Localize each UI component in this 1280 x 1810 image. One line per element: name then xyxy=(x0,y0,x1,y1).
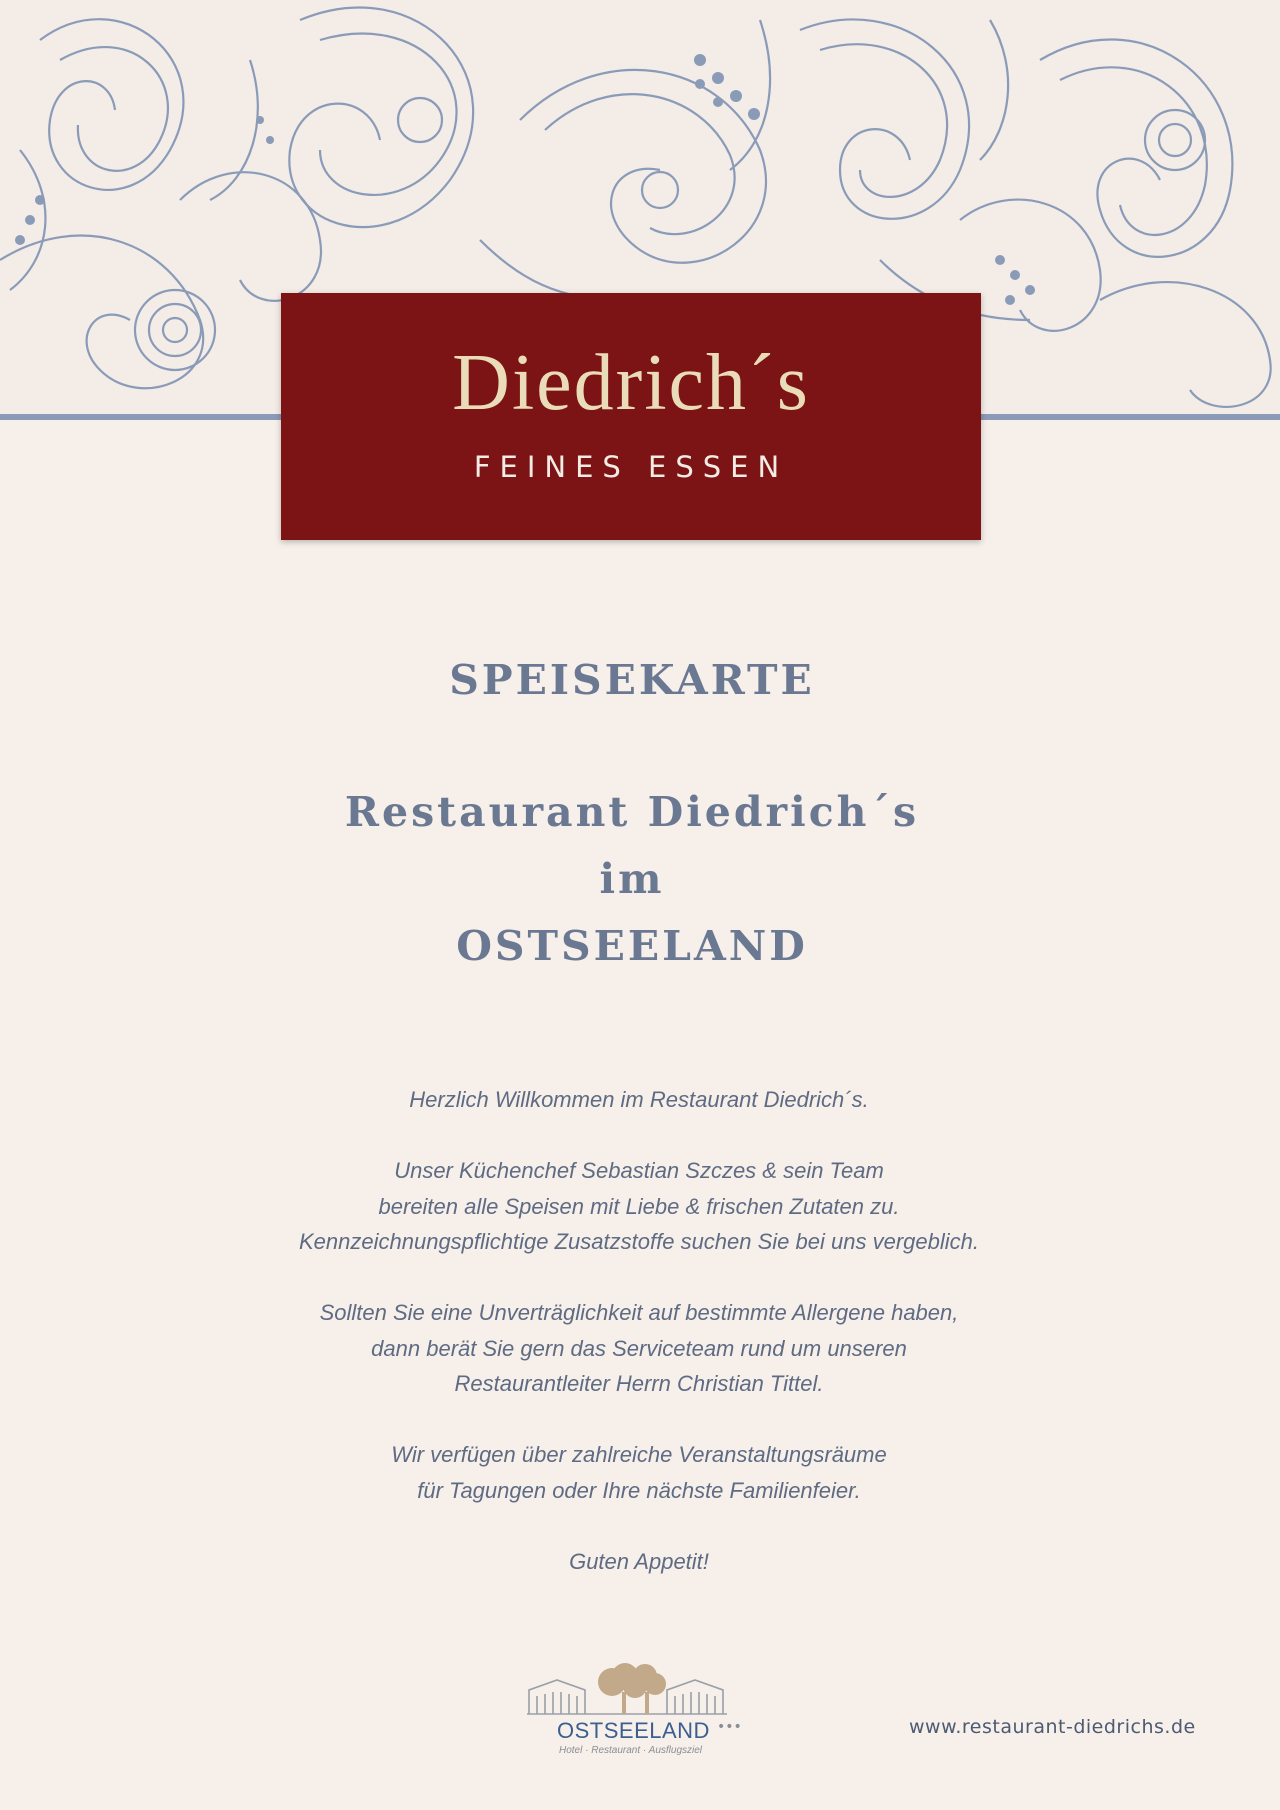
logo-subtitle: Hotel · Restaurant · Ausflugsziel xyxy=(559,1745,703,1756)
intro-line: Herzlich Willkommen im Restaurant Diedrich´s. xyxy=(409,1087,869,1112)
menu-title-line-1: Restaurant Diedrich´s xyxy=(344,788,920,836)
menu-title-line-2: im xyxy=(599,855,665,903)
intro-welcome xyxy=(0,1082,1278,1118)
website-link[interactable]: www.restaurant-diedrichs.de xyxy=(909,1716,1196,1738)
intro-line: Sollten Sie eine Unverträglichkeit auf bestimmte Allergene haben, xyxy=(319,1300,959,1325)
brand-tagline: FEINES ESSEN xyxy=(473,450,789,484)
intro-line: Wir verfügen über zahlreiche Veranstaltungsräume xyxy=(391,1442,887,1467)
intro-line: Unser Küchenchef Sebastian Szczes & sein Team xyxy=(394,1158,884,1183)
intro-text xyxy=(0,1082,1278,1579)
building-trees-icon xyxy=(527,1662,757,1722)
menu-title-line-3: OSTSEELAND xyxy=(456,922,808,970)
brand-name: Diedrich´s xyxy=(452,339,810,427)
intro-line: Kennzeichnungspflichtige Zusatzstoffe suchen Sie bei uns vergeblich. xyxy=(299,1229,979,1254)
intro-closing xyxy=(0,1544,1278,1580)
brand-logo-box xyxy=(281,293,981,540)
intro-events-paragraph xyxy=(0,1437,1278,1508)
ostseeland-logo xyxy=(527,1662,757,1762)
menu-heading: SPEISEKARTE xyxy=(449,656,815,704)
logo-wordmark: OSTSEELAND xyxy=(557,1718,710,1743)
logo-stars: ••• xyxy=(717,1719,742,1735)
intro-line: dann berät Sie gern das Serviceteam rund um unseren xyxy=(371,1335,907,1361)
intro-allergen-paragraph xyxy=(0,1295,1278,1402)
intro-line: Guten Appetit! xyxy=(569,1548,709,1574)
intro-chef-paragraph xyxy=(0,1153,1278,1260)
intro-line: für Tagungen oder Ihre nächste Familienfeier. xyxy=(417,1477,861,1503)
intro-line: bereiten alle Speisen mit Liebe & frischen Zutaten zu. xyxy=(378,1193,900,1219)
intro-line: Restaurantleiter Herrn Christian Tittel. xyxy=(454,1371,824,1396)
